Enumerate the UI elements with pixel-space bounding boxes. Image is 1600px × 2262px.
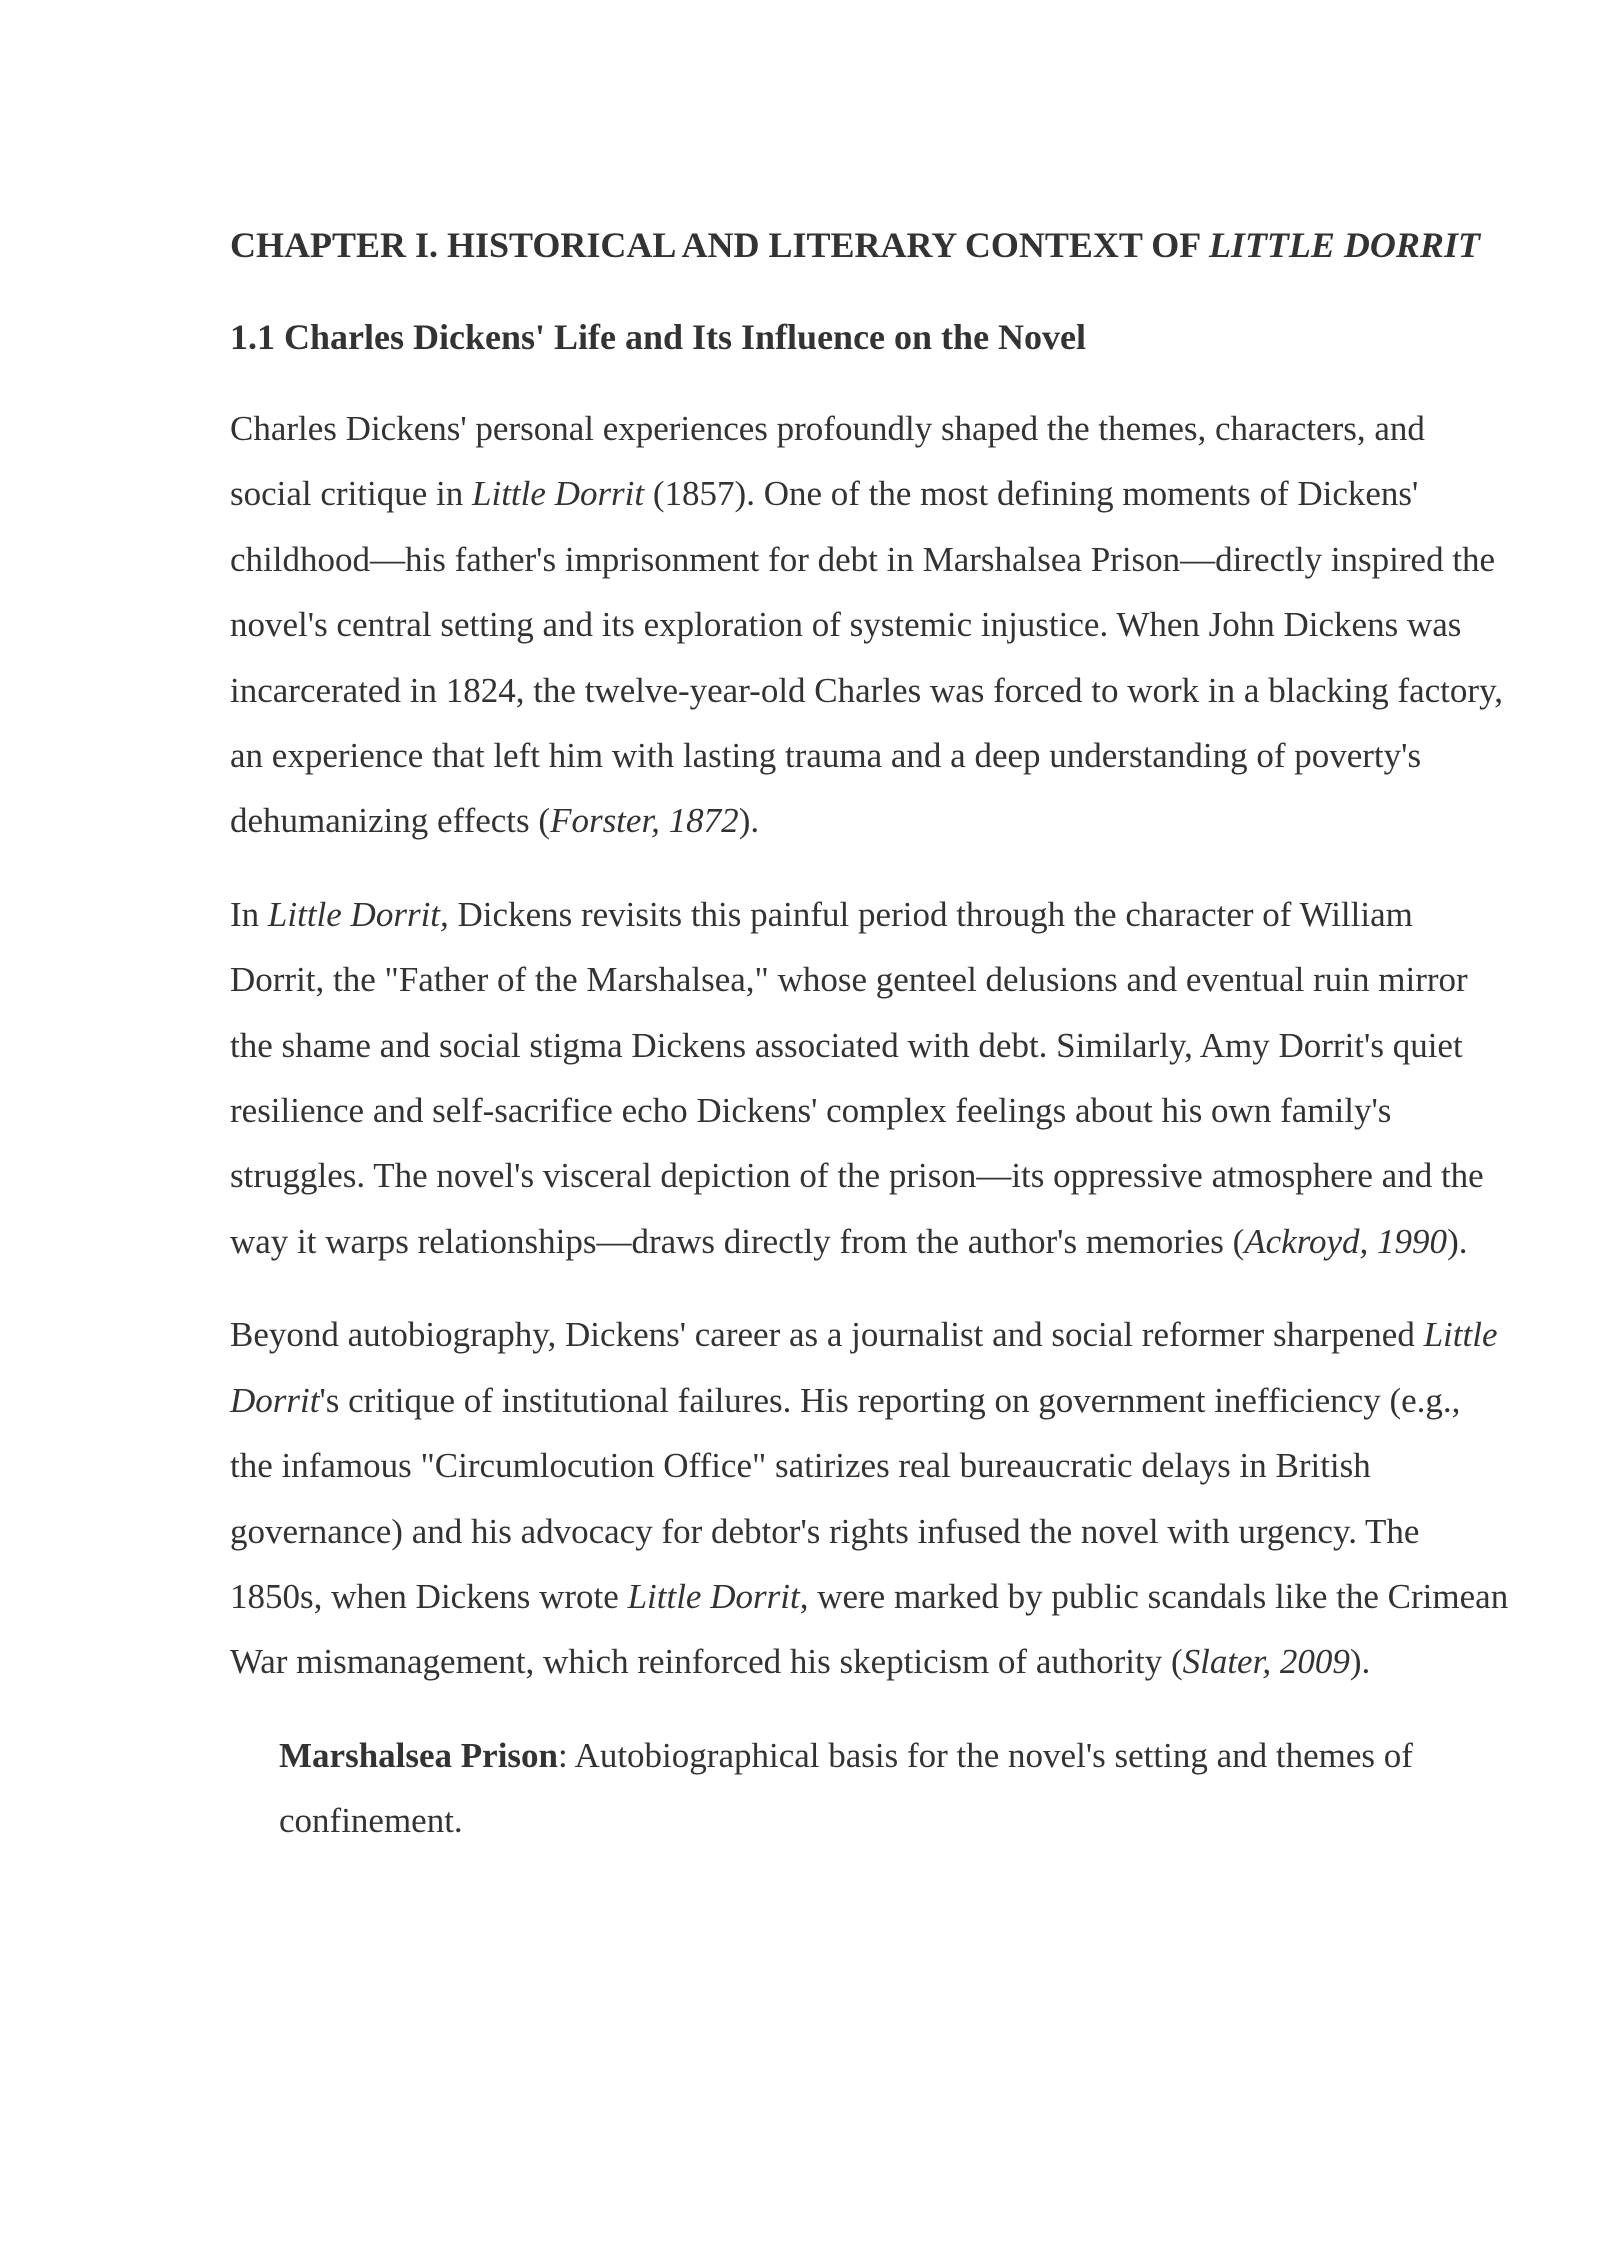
paragraph-1-citation: Forster, 1872 (550, 801, 739, 841)
paragraph-3-text-a: Beyond autobiography, Dickens' career as a journalist and social reformer sharpened (230, 1315, 1424, 1355)
chapter-title-italic: LITTLE DORRIT (1208, 225, 1480, 265)
paragraph-3-italic-title-1: Little Dorrit (230, 1315, 1498, 1420)
paragraph-1-text-a: Charles Dickens' personal experiences profoundly shaped the themes, characters, and social critique in (230, 409, 1425, 514)
paragraph-2-text-e: ). (1447, 1221, 1468, 1261)
section-heading: 1.1 Charles Dickens' Life and Its Influence on the Novel (230, 317, 1087, 357)
paragraph-1-text-c: (1857). One of the most defining moments of Dickens' childhood—his father's imprisonment for debt in Marshalsea Prison—directly inspired the novel's central setting and its exploration of systemic injustice. When John Dickens was incarcerated in 1824, the twelve-year-old Charles was forced to work in a blacking factory, an experience that left him with lasting trauma and a deep understanding of poverty's dehumanizing effects ( (230, 474, 1504, 841)
chapter-title-text: CHAPTER I. HISTORICAL AND LITERARY CONTEXT OF (230, 225, 1209, 265)
document-page (230, 212, 1510, 1854)
paragraph-3-text-g: ). (1349, 1642, 1371, 1682)
paragraph-2-citation: Ackroyd, 1990 (1244, 1221, 1448, 1261)
paragraph-3-citation: Slater, 2009 (1182, 1642, 1350, 1682)
paragraph-2-text-c: Dickens revisits this painful period through the character of William Dorrit, the "Father of the Marshalsea," whose genteel delusions and eventual ruin mirror the shame and social stigma Dickens associated with debt. Similarly, Amy Dorrit's quiet resilience and self-sacrifice echo Dickens' complex feelings about his own family's struggles. The novel's visceral depiction of the prison—its oppressive atmosphere and the way it warps relationships—draws directly from the author's memories ( (230, 894, 1484, 1261)
paragraph-3 (230, 1302, 1510, 1694)
paragraph-3-italic-title-2: Little Dorrit (627, 1576, 800, 1616)
paragraph-2 (230, 882, 1510, 1274)
chapter-title (230, 212, 1510, 278)
bullet-item-text: : Autobiographical basis for the novel's setting and themes of confinement. (279, 1735, 1413, 1841)
paragraph-1-text-e: ). (738, 801, 760, 841)
paragraph-3-text-e: , were marked by public scandals like the Crimean War mismanagement, which reinforced his skepticism of authority ( (230, 1576, 1509, 1682)
paragraph-1 (230, 396, 1510, 854)
paragraph-1-italic-title: Little Dorrit (472, 474, 645, 514)
bullet-item (230, 1723, 1510, 1854)
paragraph-2-italic-title: Little Dorrit, (267, 894, 449, 934)
paragraph-3-text-c: 's critique of institutional failures. His reporting on government inefficiency (e.g., the infamous "Circumlocution Office" satirizes real bureaucratic delays in British governance) and his advocacy for debtor's rights infused the novel with urgency. The 1850s, when Dickens wrote (230, 1380, 1461, 1616)
bullet-item-term: Marshalsea Prison (279, 1735, 559, 1775)
paragraph-2-text-a: In (230, 894, 268, 934)
